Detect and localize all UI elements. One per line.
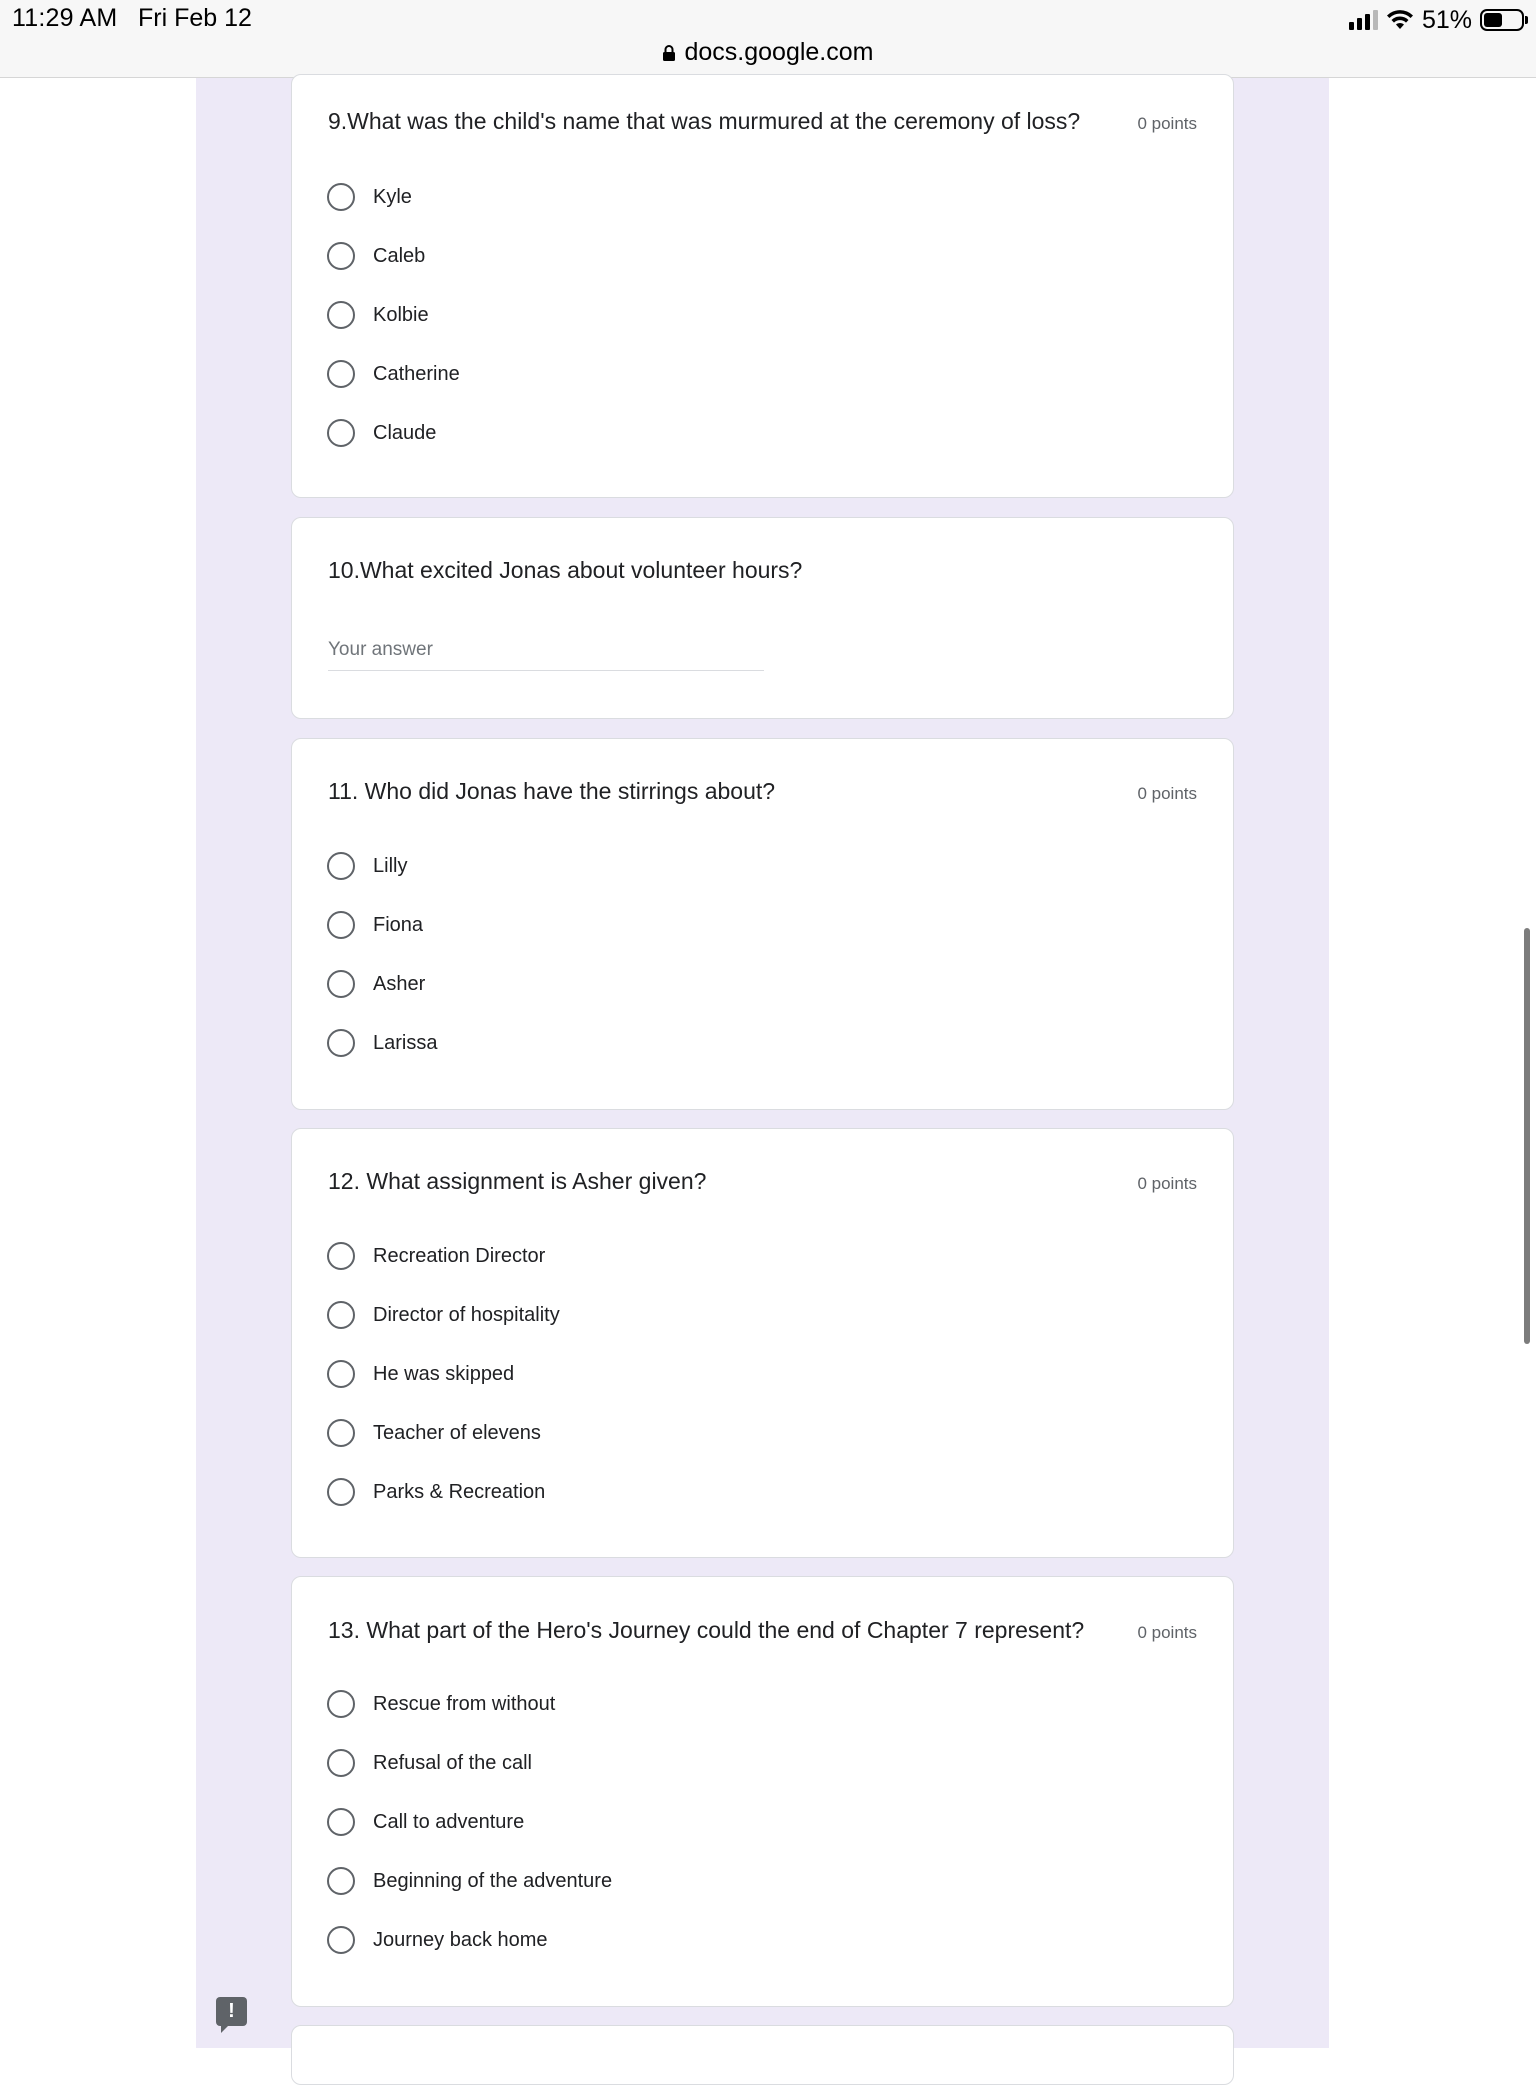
option-call-to-adventure[interactable] bbox=[327, 1806, 524, 1838]
question-points: 0 points bbox=[1137, 1623, 1197, 1642]
radio-button[interactable] bbox=[327, 1867, 355, 1895]
option-director-of-hospitality[interactable] bbox=[327, 1299, 560, 1331]
question-card-11 bbox=[291, 738, 1234, 1110]
option-kyle[interactable] bbox=[327, 181, 412, 213]
radio-button[interactable] bbox=[327, 419, 355, 447]
option-label: Larissa bbox=[373, 1031, 438, 1054]
lock-icon bbox=[662, 40, 676, 69]
question-points: 0 points bbox=[1137, 784, 1197, 803]
option-kolbie[interactable] bbox=[327, 299, 429, 331]
option-caleb[interactable] bbox=[327, 240, 425, 272]
option-label: Parks & Recreation bbox=[373, 1480, 546, 1503]
option-label: Teacher of elevens bbox=[373, 1421, 541, 1444]
radio-button[interactable] bbox=[327, 1749, 355, 1777]
option-catherine[interactable] bbox=[327, 358, 460, 390]
radio-button[interactable] bbox=[327, 1419, 355, 1447]
wifi-icon bbox=[1386, 9, 1414, 31]
status-date: Fri Feb 12 bbox=[138, 4, 252, 32]
option-label: Asher bbox=[373, 972, 426, 995]
radio-button[interactable] bbox=[327, 1029, 355, 1057]
question-points: 0 points bbox=[1137, 114, 1197, 133]
radio-button[interactable] bbox=[327, 1242, 355, 1270]
option-label: Caleb bbox=[373, 244, 426, 267]
radio-button[interactable] bbox=[327, 1926, 355, 1954]
scrollbar-thumb[interactable] bbox=[1524, 928, 1530, 1344]
radio-button[interactable] bbox=[327, 301, 355, 329]
question-title: 10.What excited Jonas about volunteer hours? bbox=[328, 557, 803, 583]
option-he-was-skipped[interactable] bbox=[327, 1358, 514, 1390]
question-card-next bbox=[291, 2025, 1234, 2085]
option-label: Kyle bbox=[373, 185, 412, 208]
option-fiona[interactable] bbox=[327, 909, 423, 941]
battery-percent: 51% bbox=[1421, 5, 1472, 34]
option-label: Kolbie bbox=[373, 303, 429, 326]
question-title: 9.What was the child's name that was murmured at the ceremony of loss? bbox=[328, 108, 1081, 134]
option-label: Rescue from without bbox=[373, 1692, 556, 1715]
battery-icon bbox=[1480, 9, 1524, 31]
radio-button[interactable] bbox=[327, 911, 355, 939]
status-time: 11:29 AM bbox=[12, 4, 118, 32]
option-label: Catherine bbox=[373, 362, 460, 385]
address-bar[interactable] bbox=[0, 38, 1536, 69]
option-label: He was skipped bbox=[373, 1362, 515, 1385]
question-card-12 bbox=[291, 1128, 1234, 1558]
status-indicators bbox=[1349, 6, 1524, 34]
option-rescue-from-without[interactable] bbox=[327, 1688, 555, 1720]
radio-button[interactable] bbox=[327, 1360, 355, 1388]
radio-button[interactable] bbox=[327, 1808, 355, 1836]
option-label: Lilly bbox=[373, 854, 408, 877]
option-recreation-director[interactable] bbox=[327, 1240, 545, 1272]
option-parks-and-recreation[interactable] bbox=[327, 1476, 545, 1508]
radio-button[interactable] bbox=[327, 242, 355, 270]
question-title: 12. What assignment is Asher given? bbox=[328, 1168, 707, 1194]
radio-button[interactable] bbox=[327, 970, 355, 998]
option-label: Recreation Director bbox=[373, 1244, 546, 1267]
radio-button[interactable] bbox=[327, 1478, 355, 1506]
option-refusal-of-the-call[interactable] bbox=[327, 1747, 532, 1779]
option-label: Fiona bbox=[373, 913, 424, 936]
option-label: Claude bbox=[373, 421, 437, 444]
url-text: docs.google.com bbox=[684, 38, 874, 66]
ios-status-bar bbox=[0, 0, 1536, 78]
question-card-10 bbox=[291, 517, 1234, 719]
option-beginning-of-the-adventure[interactable] bbox=[327, 1865, 612, 1897]
option-label: Journey back home bbox=[373, 1928, 548, 1951]
question-title: 11. Who did Jonas have the stirrings about? bbox=[328, 778, 776, 804]
question-title: 13. What part of the Hero's Journey could the end of Chapter 7 represent? bbox=[328, 1617, 1085, 1643]
radio-button[interactable] bbox=[327, 360, 355, 388]
option-label: Director of hospitality bbox=[373, 1303, 560, 1326]
radio-button[interactable] bbox=[327, 1301, 355, 1329]
option-label: Beginning of the adventure bbox=[373, 1869, 613, 1892]
answer-input[interactable] bbox=[328, 630, 764, 671]
question-points: 0 points bbox=[1137, 1174, 1197, 1193]
option-label: Call to adventure bbox=[373, 1810, 525, 1833]
radio-button[interactable] bbox=[327, 852, 355, 880]
option-lilly[interactable] bbox=[327, 850, 407, 882]
question-card-9 bbox=[291, 74, 1234, 498]
option-claude[interactable] bbox=[327, 417, 436, 449]
option-asher[interactable] bbox=[327, 968, 425, 1000]
question-card-13 bbox=[291, 1576, 1234, 2007]
option-label: Refusal of the call bbox=[373, 1751, 532, 1774]
option-teacher-of-elevens[interactable] bbox=[327, 1417, 541, 1449]
option-journey-back-home[interactable] bbox=[327, 1924, 548, 1956]
radio-button[interactable] bbox=[327, 183, 355, 211]
option-larissa[interactable] bbox=[327, 1027, 437, 1059]
radio-button[interactable] bbox=[327, 1690, 355, 1718]
cellular-signal-icon bbox=[1349, 10, 1378, 30]
battery-level-fill bbox=[1484, 13, 1502, 27]
report-feedback-icon[interactable]: ! bbox=[216, 1997, 247, 2026]
